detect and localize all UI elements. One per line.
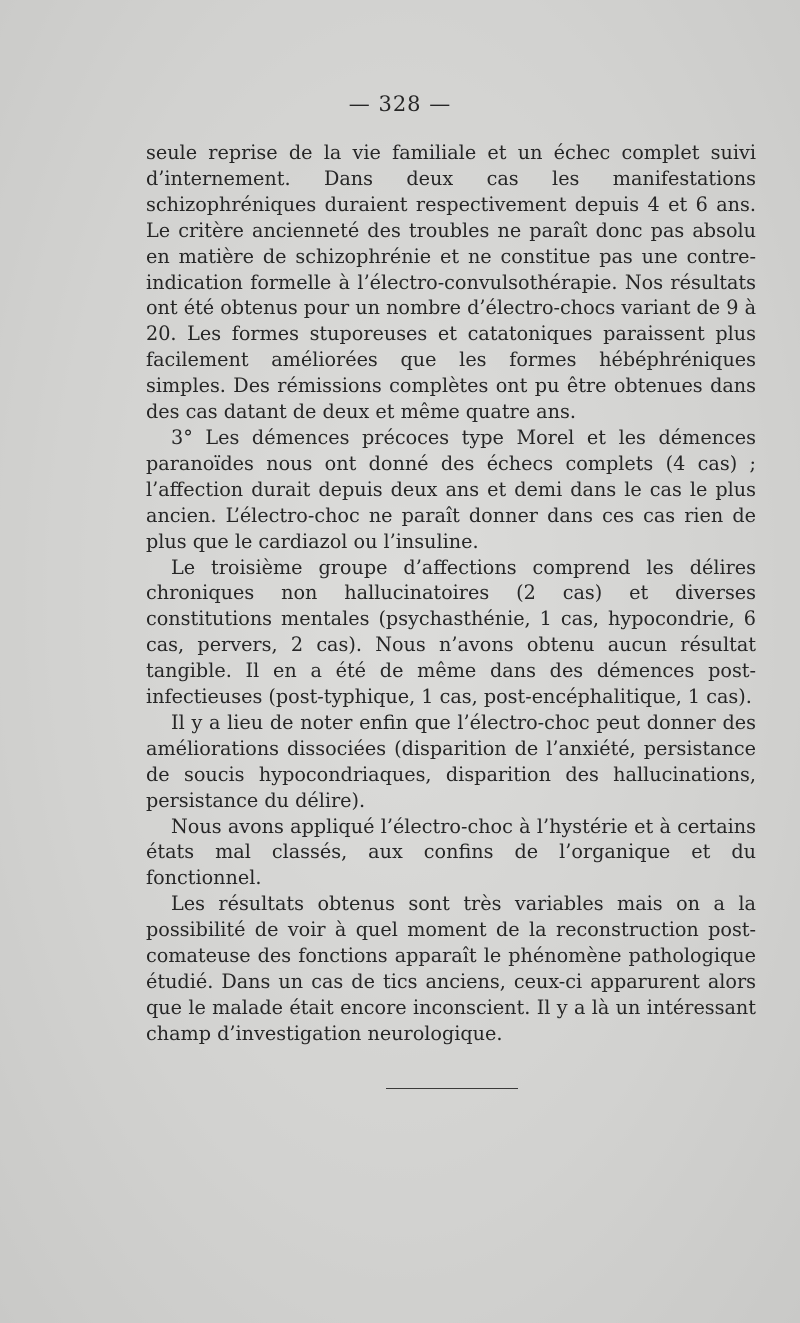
paragraph-troisieme-groupe: Le troisième groupe d’affections comprend les délires chroniques non hallucinatoires (2 cas) et diverses constitutions mentales (psychasthénie, 1 cas, hypocondrie, 6 cas, pervers, 2 cas). Nous n’avons obtenu aucun résultat tangible. Il en a été de même dans des démences post-infectieuses (post-typhique, 1 cas, post-encéphalitique, 1 cas). bbox=[146, 555, 756, 709]
body-text bbox=[146, 140, 756, 1047]
paragraph-ameliorations-dissociees: Il y a lieu de noter enfin que l’électro-choc peut donner des améliorations dissociées (disparition de l’anxiété, persistance de soucis hypocondriaques, disparition des hallucinations, persistance du délire). bbox=[146, 710, 756, 812]
page-number: — 328 — bbox=[348, 92, 452, 116]
paragraph-demences-precoces: 3° Les démences précoces type Morel et les démences paranoïdes nous ont donné des échecs complets (4 cas) ; l’affection durait depuis deux ans et demi dans le cas le plus ancien. L’électro-choc ne paraît donner dans ces cas rien de plus que le cardiazol ou l’insuline. bbox=[146, 425, 756, 553]
paragraph-resultats: Les résultats obtenus sont très variables mais on a la possibilité de voir à quel moment de la reconstruction post-comateuse des fonctions apparaît le phénomène pathologique étudié. Dans un cas de tics anciens, ceux-ci apparurent alors que le malade était encore inconscient. Il y a là un intéressant champ d’investigation neurologique. bbox=[146, 892, 756, 1045]
paragraph-hysterie: Nous avons appliqué l’électro-choc à l’hystérie et à certains états mal classés, aux confins de l’organique et du fonctionnel. bbox=[146, 814, 756, 890]
paragraph-continuation: seule reprise de la vie familiale et un échec complet suivi d’internement. Dans deux cas les manifestations schizophréniques duraient respectivement depuis 4 et 6 ans. Le critère ancienneté des troubles ne paraît donc pas absolu en matière de schizophrénie et ne constitue pas une contre-indication formelle à l’électro-convulsothérapie. Nos résultats ont été obtenus pour un nombre d’électro-chocs variant de 9 à 20. Les formes stuporeuses et catatoniques paraissent plus facilement améliorées que les formes hébéphréniques simples. Des rémissions complètes ont pu être obtenues dans des cas datant de deux et même quatre ans. bbox=[146, 141, 757, 424]
end-rule-divider bbox=[386, 1088, 518, 1089]
